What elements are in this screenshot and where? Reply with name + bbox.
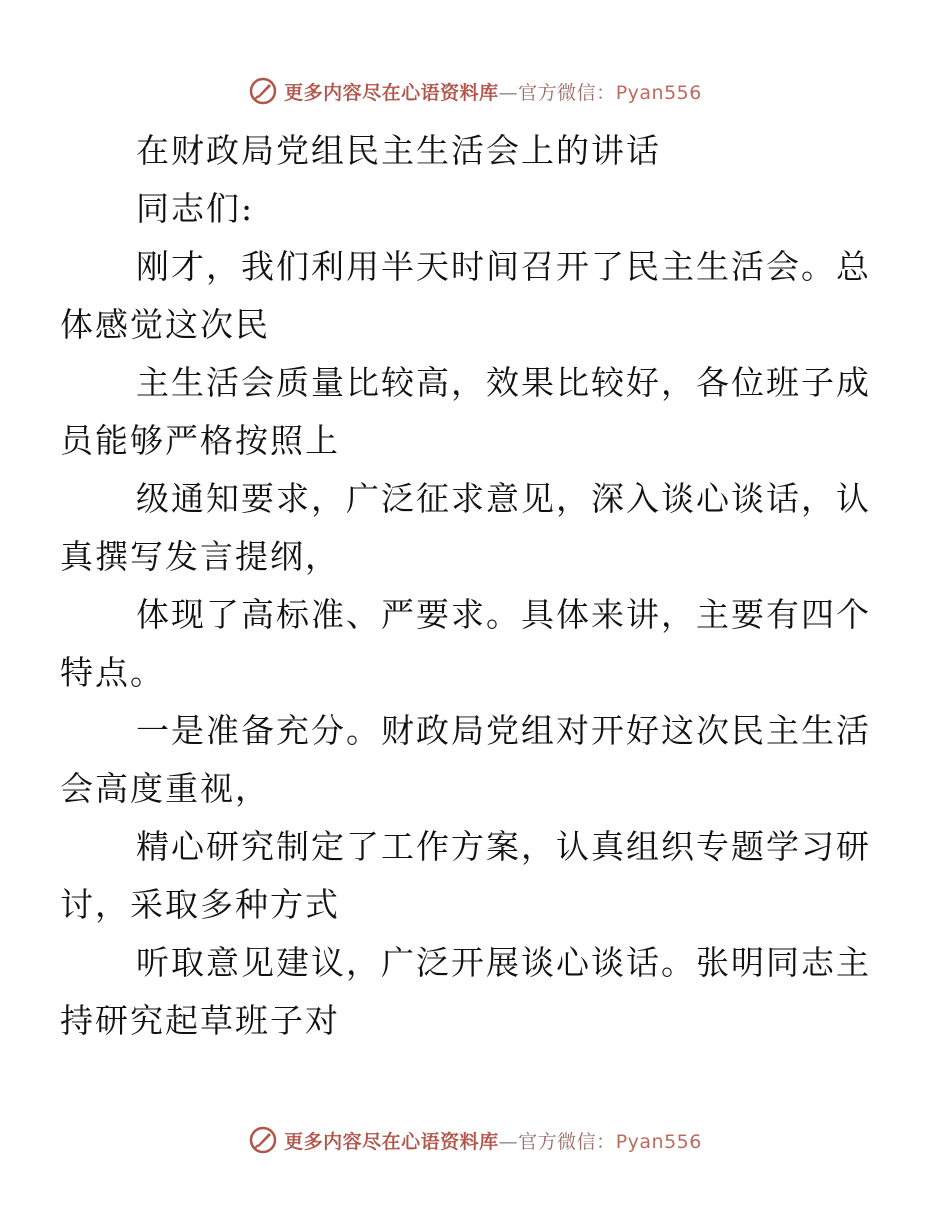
watermark-wechat-id: Pyan556 bbox=[615, 81, 702, 104]
watermark-wechat-label: 官方微信： bbox=[518, 81, 616, 104]
paragraph-line: 持研究起草班子对 bbox=[60, 1001, 340, 1040]
paragraph-3 bbox=[60, 470, 871, 586]
paragraph-line: 讨，采取多种方式 bbox=[60, 885, 340, 924]
quill-pen-logo-icon bbox=[248, 76, 278, 106]
watermark-brand: 更多内容尽在心语资料库 bbox=[284, 1130, 499, 1153]
paragraph-2 bbox=[60, 354, 871, 470]
salutation: 同志们: bbox=[136, 189, 255, 228]
paragraph-line: 听取意见建议，广泛开展谈心谈话。张明同志主 bbox=[136, 943, 871, 982]
document-title: 在财政局党组民主生活会上的讲话 bbox=[136, 131, 661, 170]
paragraph-line: 会高度重视， bbox=[60, 769, 270, 808]
document-body bbox=[60, 122, 871, 1050]
paragraph-line: 一是准备充分。财政局党组对开好这次民主生活 bbox=[136, 711, 871, 750]
watermark-brand: 更多内容尽在心语资料库 bbox=[284, 81, 499, 104]
watermark-wechat-id: Pyan556 bbox=[615, 1130, 702, 1153]
header-watermark bbox=[0, 71, 950, 111]
paragraph-1 bbox=[60, 238, 871, 354]
paragraph-line: 真撰写发言提纲， bbox=[60, 537, 340, 576]
watermark-text bbox=[284, 78, 702, 105]
paragraph-line: 体感觉这次民 bbox=[60, 305, 270, 344]
paragraph-line: 体现了高标准、严要求。具体来讲，主要有四个 bbox=[136, 595, 871, 634]
paragraph-7 bbox=[60, 934, 871, 1050]
watermark-wechat-label: 官方微信： bbox=[518, 1130, 616, 1153]
paragraph-line: 主生活会质量比较高，效果比较好，各位班子成 bbox=[136, 363, 871, 402]
quill-pen-logo-icon bbox=[248, 1125, 278, 1155]
footer-watermark bbox=[0, 1120, 950, 1160]
paragraph-line: 级通知要求，广泛征求意见，深入谈心谈话，认 bbox=[136, 479, 871, 518]
paragraph-line: 员能够严格按照上 bbox=[60, 421, 340, 460]
watermark-separator: — bbox=[498, 1130, 519, 1153]
paragraph-line: 特点。 bbox=[60, 653, 165, 692]
paragraph-6 bbox=[60, 818, 871, 934]
paragraph-4 bbox=[60, 586, 871, 702]
watermark-separator: — bbox=[498, 81, 519, 104]
watermark-text bbox=[284, 1127, 702, 1154]
paragraph-line: 刚才，我们利用半天时间召开了民主生活会。总 bbox=[136, 247, 871, 286]
paragraph-line: 精心研究制定了工作方案，认真组织专题学习研 bbox=[136, 827, 871, 866]
paragraph-5 bbox=[60, 702, 871, 818]
